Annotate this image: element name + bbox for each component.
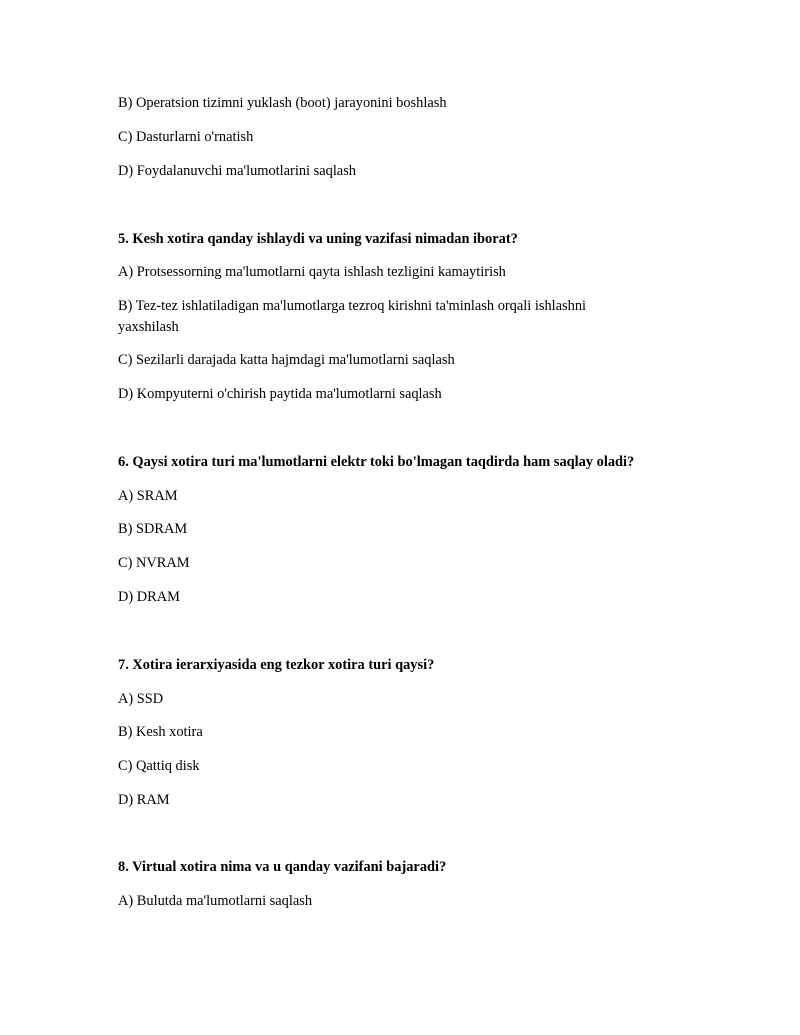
q5-option-b: B) Tez-tez ishlatiladigan ma'lumotlarga tezroq kirishni ta'minlash orqali ishlashni yaxshilash	[118, 298, 587, 335]
q8-question: 8. Virtual xotira nima va u qanday vazifani bajaradi?	[118, 859, 447, 875]
q4-option-b: B) Operatsion tizimni yuklash (boot) jarayonini boshlash	[118, 95, 447, 111]
q6-question: 6. Qaysi xotira turi ma'lumotlarni elektr toki bo'lmagan taqdirda ham saqlay oladi?	[118, 454, 635, 470]
q7-option-b: B) Kesh xotira	[118, 724, 203, 740]
q5-option-d: D) Kompyuterni o'chirish paytida ma'lumotlarni saqlash	[118, 386, 442, 402]
q5-option-c: C) Sezilarli darajada katta hajmdagi ma'lumotlarni saqlash	[118, 352, 455, 368]
q7-option-a: A) SSD	[118, 691, 164, 707]
q8-option-a: A) Bulutda ma'lumotlarni saqlash	[118, 893, 313, 909]
q6-option-a: A) SRAM	[118, 488, 178, 504]
q7-option-c: C) Qattiq disk	[118, 758, 200, 774]
q6-option-d: D) DRAM	[118, 589, 180, 605]
q7-question: 7. Xotira ierarxiyasida eng tezkor xotira turi qaysi?	[118, 657, 435, 673]
q6-option-c: C) NVRAM	[118, 555, 190, 571]
q6-option-b: B) SDRAM	[118, 521, 188, 537]
q7-option-d: D) RAM	[118, 792, 170, 808]
q5-option-a: A) Protsessorning ma'lumotlarni qayta ishlash tezligini kamaytirish	[118, 264, 506, 280]
q4-option-d: D) Foydalanuvchi ma'lumotlarini saqlash	[118, 163, 356, 179]
q4-option-c: C) Dasturlarni o'rnatish	[118, 129, 254, 145]
q5-question: 5. Kesh xotira qanday ishlaydi va uning vazifasi nimadan iborat?	[118, 231, 518, 247]
